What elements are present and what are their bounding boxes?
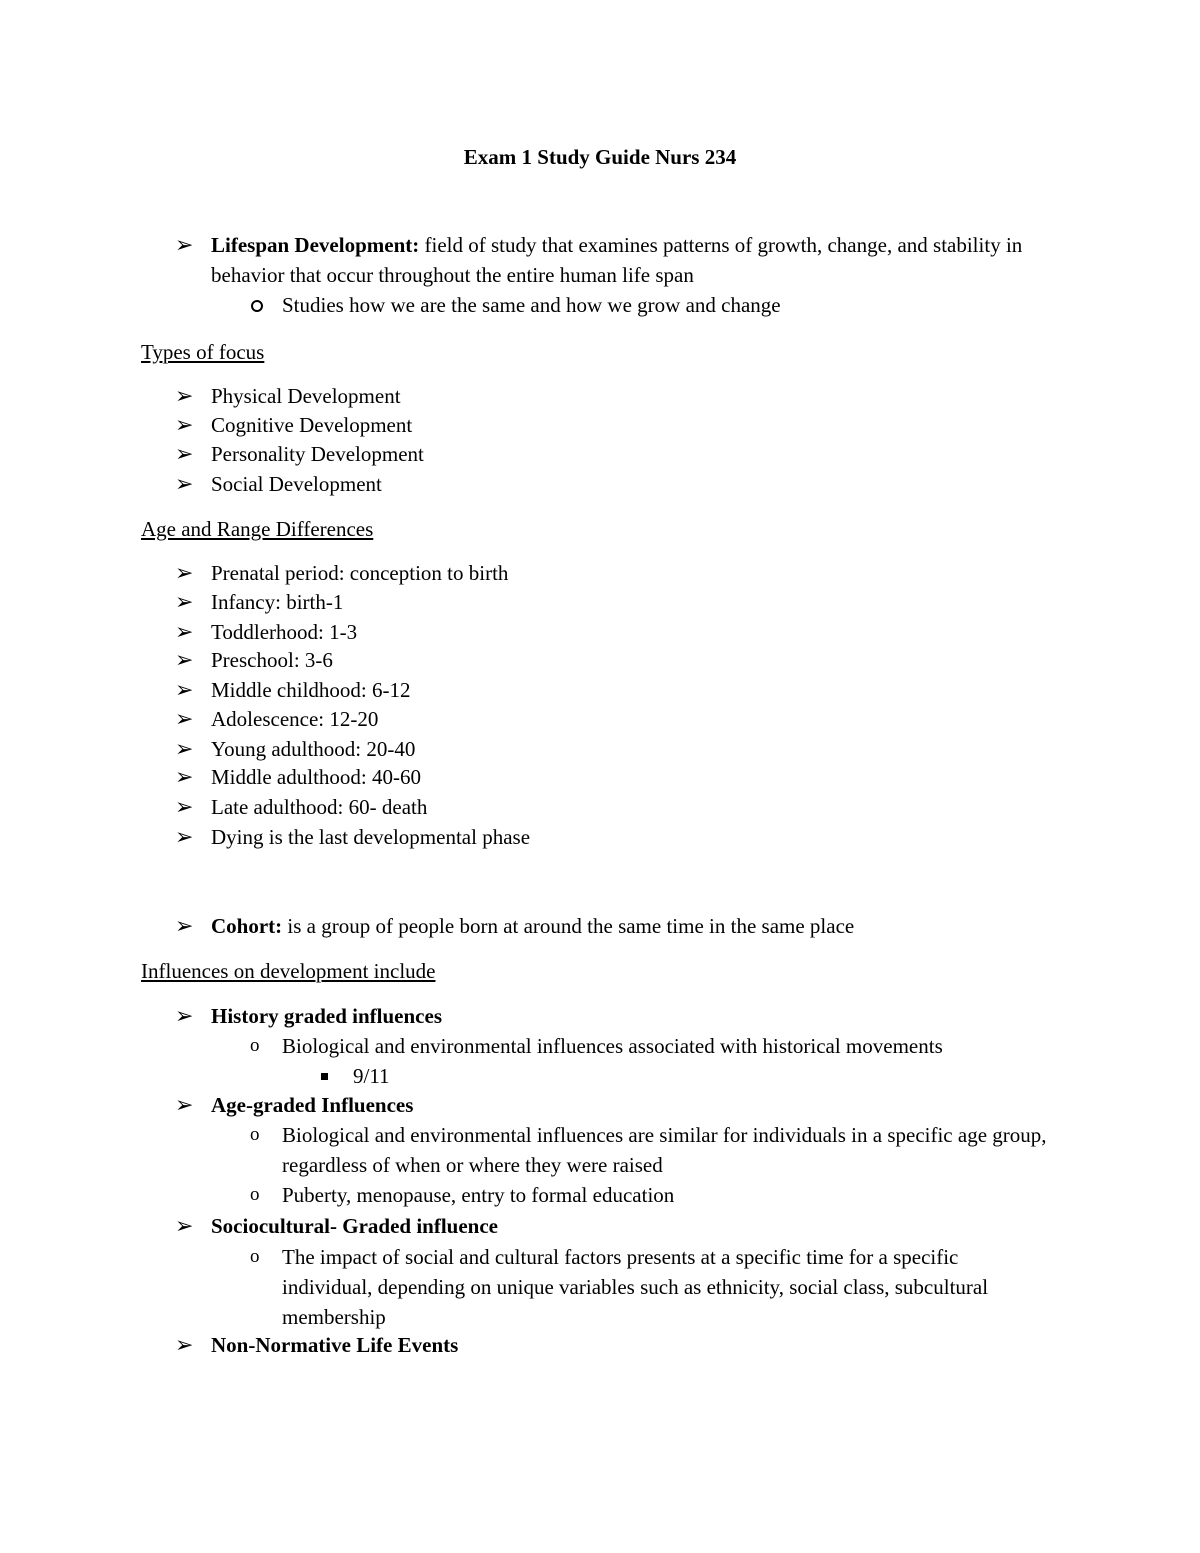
circle-bullet-icon: o	[250, 1124, 260, 1145]
page-title: Exam 1 Study Guide Nurs 234	[463, 145, 737, 169]
arrow-bullet-icon: ➢	[175, 232, 194, 257]
arrow-bullet-icon: ➢	[175, 736, 194, 761]
circle-bullet-icon: o	[250, 1246, 260, 1267]
arrow-bullet-icon: ➢	[175, 1213, 194, 1238]
list-item-text: Personality Development	[211, 442, 424, 466]
arrow-bullet-icon: ➢	[175, 1003, 194, 1028]
influence-title-text: Non-Normative Life Events	[211, 1333, 459, 1357]
arrow-bullet-icon: ➢	[175, 824, 194, 849]
arrow-bullet-icon: ➢	[175, 441, 194, 466]
list-item	[175, 558, 1051, 588]
influence-title	[175, 1001, 1051, 1031]
lifespan-definition	[175, 230, 1051, 290]
circle-bullet-icon: o	[250, 1035, 260, 1056]
list-item-text: Cognitive Development	[211, 413, 413, 437]
list-item-text: Infancy: birth-1	[211, 590, 344, 614]
arrow-bullet-icon: ➢	[175, 677, 194, 702]
influences-heading: Influences on development include	[141, 959, 436, 983]
types-heading: Types of focus	[141, 340, 265, 364]
lifespan-sub-item	[282, 290, 1052, 320]
list-item-text: Dying is the last developmental phase	[211, 825, 531, 849]
age-heading: Age and Range Differences	[141, 517, 374, 541]
list-item	[175, 675, 1051, 705]
list-item-text: Physical Development	[211, 384, 401, 408]
list-item	[175, 381, 1051, 411]
list-item	[175, 822, 1051, 852]
circle-bullet-icon: o	[250, 1184, 260, 1205]
list-item-text: Social Development	[211, 472, 382, 496]
influence-title-text: Sociocultural- Graded influence	[211, 1214, 498, 1238]
list-item	[175, 587, 1051, 617]
influence-point-text: Puberty, menopause, entry to formal education	[282, 1183, 675, 1207]
influence-point-text: The impact of social and cultural factors presents at a specific time for a specific individual, depending on unique variables such as ethnicity, social class, subcultural membership	[282, 1245, 989, 1329]
influence-point	[250, 1242, 1052, 1332]
list-item-text: Adolescence: 12-20	[211, 707, 379, 731]
cohort-text: is a group of people born at around the same time in the same place	[282, 914, 855, 938]
arrow-bullet-icon: ➢	[175, 764, 194, 789]
influence-example-text: 9/11	[353, 1064, 390, 1088]
arrow-bullet-icon: ➢	[175, 913, 194, 938]
influence-title-text: History graded influences	[211, 1004, 442, 1028]
arrow-bullet-icon: ➢	[175, 794, 194, 819]
list-item	[175, 439, 1051, 469]
arrow-bullet-icon: ➢	[175, 647, 194, 672]
list-item	[175, 762, 1051, 792]
lifespan-term: Lifespan Development:	[211, 233, 420, 257]
list-item	[175, 792, 1051, 822]
list-item-text: Young adulthood: 20-40	[211, 737, 416, 761]
arrow-bullet-icon: ➢	[175, 1092, 194, 1117]
arrow-bullet-icon: ➢	[175, 560, 194, 585]
influence-point	[250, 1031, 1052, 1061]
cohort-definition	[175, 911, 1051, 941]
arrow-bullet-icon: ➢	[175, 706, 194, 731]
influence-example	[353, 1061, 1053, 1091]
arrow-bullet-icon: ➢	[175, 412, 194, 437]
cohort-term: Cohort:	[211, 914, 283, 938]
arrow-bullet-icon: ➢	[175, 383, 194, 408]
list-item	[175, 617, 1051, 647]
influence-title-text: Age-graded Influences	[211, 1093, 414, 1117]
influence-point-text: Biological and environmental influences are similar for individuals in a specific age group, regardless of when or where they were raised	[282, 1123, 1047, 1177]
influence-title	[175, 1211, 1051, 1241]
list-item	[175, 645, 1051, 675]
list-item-text: Late adulthood: 60- death	[211, 795, 428, 819]
list-item-text: Preschool: 3-6	[211, 648, 333, 672]
list-item-text: Toddlerhood: 1-3	[211, 620, 358, 644]
arrow-bullet-icon: ➢	[175, 619, 194, 644]
list-item	[175, 704, 1051, 734]
influence-point	[250, 1180, 1052, 1210]
influence-point-text: Biological and environmental influences associated with historical movements	[282, 1034, 943, 1058]
list-item	[175, 734, 1051, 764]
list-item	[175, 469, 1051, 499]
arrow-bullet-icon: ➢	[175, 471, 194, 496]
lifespan-text: field of study that examines patterns of growth, change, and stability in behavior that occur throughout the entire human life span	[211, 233, 1023, 287]
arrow-bullet-icon: ➢	[175, 589, 194, 614]
arrow-bullet-icon: ➢	[175, 1332, 194, 1357]
list-item-text: Middle childhood: 6-12	[211, 678, 411, 702]
circle-bullet-icon	[251, 300, 263, 312]
square-bullet-icon	[321, 1073, 328, 1080]
influence-title	[175, 1330, 1051, 1360]
influence-title	[175, 1090, 1051, 1120]
list-item	[175, 410, 1051, 440]
list-item-text: Prenatal period: conception to birth	[211, 561, 509, 585]
list-item-text: Middle adulthood: 40-60	[211, 765, 421, 789]
lifespan-sub-text: Studies how we are the same and how we grow and change	[282, 293, 781, 317]
influence-point	[250, 1120, 1052, 1180]
